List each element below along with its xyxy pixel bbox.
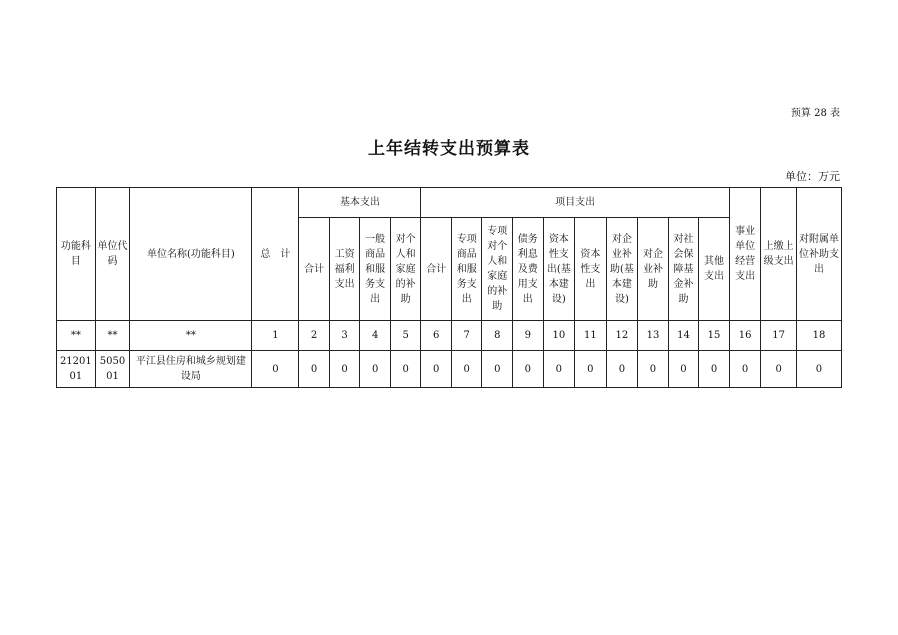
header-project-goods-services: 专项商品和服务支出: [451, 218, 482, 321]
cell-value: 0: [390, 351, 421, 388]
index-cell: 10: [543, 321, 575, 351]
header-basic-goods-services: 一般商品和服务支出: [360, 218, 391, 321]
header-basic-wages: 工资福利支出: [329, 218, 360, 321]
cell-unit-name: 平江县住房和城乡规划建设局: [130, 351, 252, 388]
index-cell: 8: [482, 321, 513, 351]
cell-value: 0: [299, 351, 330, 388]
cell-value: 0: [360, 351, 391, 388]
unit-label: 单位：万元: [785, 170, 840, 183]
header-project-capital: 资本性支出: [575, 218, 607, 321]
header-project-total: 合计: [421, 218, 452, 321]
index-cell: 11: [575, 321, 607, 351]
index-cell: 1: [252, 321, 299, 351]
header-unit-code: 单位代码: [95, 188, 130, 321]
header-project-social-security: 对社会保障基金补助: [668, 218, 699, 321]
table-row: [57, 351, 842, 388]
cell-value: 0: [699, 351, 730, 388]
cell-value: 0: [252, 351, 299, 388]
header-basic-household-subsidy: 对个人和家庭的补助: [390, 218, 421, 321]
header-project-enterprise-construction: 对企业补助(基本建设): [606, 218, 638, 321]
cell-value: 0: [761, 351, 797, 388]
index-cell: 9: [513, 321, 544, 351]
cell-value: 0: [543, 351, 575, 388]
cell-value: 0: [729, 351, 761, 388]
index-cell: 6: [421, 321, 452, 351]
index-cell: 17: [761, 321, 797, 351]
index-row: [57, 321, 842, 351]
cell-unit-code: 505001: [95, 351, 130, 388]
form-number: 预算 28 表: [790, 108, 840, 119]
index-cell: 4: [360, 321, 391, 351]
index-cell: 15: [699, 321, 730, 351]
header-project-household-subsidy: 专项对个人和家庭的补助: [482, 218, 513, 321]
header-total: 总 计: [252, 188, 299, 321]
header-project-other: 其他支出: [699, 218, 730, 321]
header-func-code: 功能科目: [57, 188, 96, 321]
header-unit-name: 单位名称(功能科目): [130, 188, 252, 321]
index-cell: 14: [668, 321, 699, 351]
index-cell: 5: [390, 321, 421, 351]
index-cell: **: [130, 321, 252, 351]
cell-value: 0: [482, 351, 513, 388]
cell-value: 0: [796, 351, 841, 388]
cell-value: 0: [668, 351, 699, 388]
cell-value: 0: [451, 351, 482, 388]
cell-value: 0: [421, 351, 452, 388]
cell-value: 0: [513, 351, 544, 388]
header-project-debt-interest: 债务利息及费用支出: [513, 218, 544, 321]
cell-value: 0: [329, 351, 360, 388]
header-project-capital-construction: 资本性支出(基本建设): [543, 218, 575, 321]
header-project-enterprise-subsidy: 对企业补助: [638, 218, 669, 321]
header-basic-total: 合计: [299, 218, 330, 321]
header-group-basic: 基本支出: [299, 188, 421, 218]
cell-value: 0: [638, 351, 669, 388]
index-cell: 13: [638, 321, 669, 351]
cell-value: 0: [575, 351, 607, 388]
header-superior-payment: 上缴上级支出: [761, 188, 797, 321]
budget-table: [56, 187, 842, 388]
page-title: 上年结转支出预算表: [368, 139, 530, 159]
header-affiliated-subsidy: 对附属单位补助支出: [796, 188, 841, 321]
index-cell: **: [57, 321, 96, 351]
cell-func-code: 2120101: [57, 351, 96, 388]
header-institution-operating: 事业单位经营支出: [729, 188, 761, 321]
index-cell: 16: [729, 321, 761, 351]
index-cell: **: [95, 321, 130, 351]
index-cell: 18: [796, 321, 841, 351]
header-group-project: 项目支出: [421, 188, 729, 218]
index-cell: 3: [329, 321, 360, 351]
index-cell: 2: [299, 321, 330, 351]
cell-value: 0: [606, 351, 638, 388]
index-cell: 7: [451, 321, 482, 351]
index-cell: 12: [606, 321, 638, 351]
